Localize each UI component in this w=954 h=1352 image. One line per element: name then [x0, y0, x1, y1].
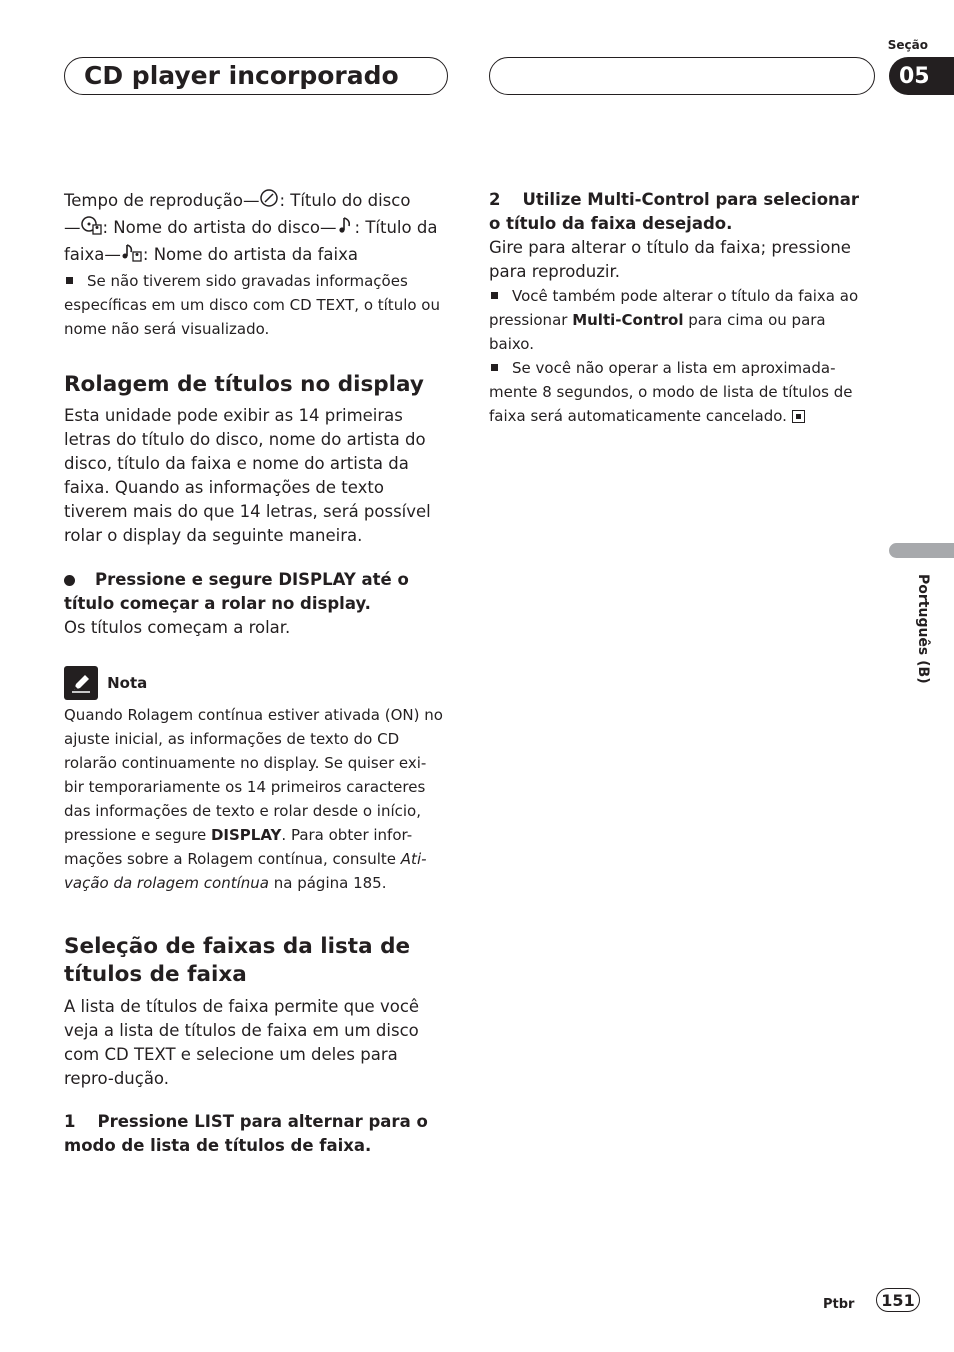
rolagem-step [64, 568, 452, 640]
page-number [876, 1288, 920, 1312]
nota-display-key: DISPLAY [210, 826, 282, 844]
rolagem-body: Esta unidade pode exibir as 14 primeiras letras do título do disco, nome do artista do disco, título da faixa e nome do artista da faixa. Quando as informações de texto tiverem mais do que 14 letras, será possível rolar o display da seguinte maneira. [64, 406, 431, 545]
disc-title-icon [259, 188, 279, 215]
intro-block [64, 188, 452, 341]
nota-body [64, 703, 444, 895]
step-bullet-dot [64, 575, 75, 586]
language-tab-marker [889, 543, 954, 558]
section-number-tab [889, 57, 954, 95]
track-artist-icon [121, 242, 143, 269]
selecao-section [64, 995, 452, 1091]
nota-header [64, 666, 147, 700]
note-square-bullet [66, 277, 73, 284]
note-square-bullet [491, 292, 498, 299]
intro-text: — [64, 218, 81, 237]
nota-text: na página 185. [268, 874, 387, 892]
intro-note: Se não tiverem sido gravadas informações específicas em um disco com CD TEXT, o título ou nome não será visualizado. [64, 272, 440, 338]
intro-text: Tempo de reprodução— [64, 191, 260, 210]
header-blank-frame [489, 57, 875, 95]
step1 [64, 1110, 452, 1158]
step2-body: Gire para alterar o título da faixa; pressione para reproduzir. [489, 238, 851, 281]
side-language-label: Português (B) [915, 574, 931, 684]
footer-lang-code: Ptbr [823, 1297, 855, 1312]
end-of-section-icon [792, 410, 805, 423]
nota-xref: Ati-vação da rolagem contínua [64, 850, 427, 892]
rolagem-section [64, 404, 452, 548]
note2-text: Se você não operar a lista em aproximada-mente 8 segundos, o modo de lista de títulos de faixa será automaticamente cancelado. [489, 359, 853, 425]
disc-artist-icon [81, 215, 103, 242]
heading-selecao: Seleção de faixas da lista de títulos de faixa [64, 934, 411, 987]
bullet-step-text: Pressione e segure DISPLAY até o título começar a rolar no display. [64, 570, 409, 613]
heading-rolagem: Rolagem de títulos no display [64, 372, 424, 397]
track-title-icon [337, 215, 355, 242]
note1-text: Você também pode alterar o título da faixa ao pressionar [489, 287, 859, 329]
intro-text: : Nome do artista do disco— [102, 218, 337, 237]
nota-text: . Para obter infor-mações sobre a Rolagem contínua, consulte [64, 826, 413, 868]
nota-text: Quando Rolagem contínua estiver ativada (ON) no ajuste inicial, as informações de texto do CD rolarão continuamente no display. Se quiser exi-bir temporariamente os 14 primeiros caracteres das informações de texto e rolar desde o início, pressione e segure [64, 706, 443, 844]
step1-text: Pressione LIST para alternar para o modo de lista de títulos de faixa. [64, 1112, 428, 1155]
intro-text: : Título da [354, 218, 438, 237]
page-title: CD player incorporado [84, 61, 399, 90]
nota-label: Nota [107, 674, 148, 692]
note-square-bullet [491, 364, 498, 371]
section-label: Seção [887, 38, 928, 52]
intro-text: : Título do disco [279, 191, 411, 210]
page-number-text: 151 [881, 1290, 915, 1310]
intro-text: faixa— [64, 245, 121, 264]
note1-text: para cima ou para baixo. [489, 311, 826, 353]
section-number: 05 [899, 63, 930, 89]
step2-number: 2 [489, 190, 501, 209]
pencil-note-icon [64, 666, 98, 700]
bullet-result: Os títulos começam a rolar. [64, 618, 291, 637]
step1-number: 1 [64, 1112, 76, 1131]
step2 [489, 188, 875, 428]
note1-key: Multi-Control [572, 311, 684, 329]
intro-text: : Nome do artista da faixa [142, 245, 358, 264]
step2-text: Utilize Multi-Control para selecionar o título da faixa desejado. [489, 190, 860, 233]
selecao-body: A lista de títulos de faixa permite que você veja a lista de títulos de faixa em um disco com CD TEXT e selecione um deles para repro-dução. [64, 997, 420, 1088]
